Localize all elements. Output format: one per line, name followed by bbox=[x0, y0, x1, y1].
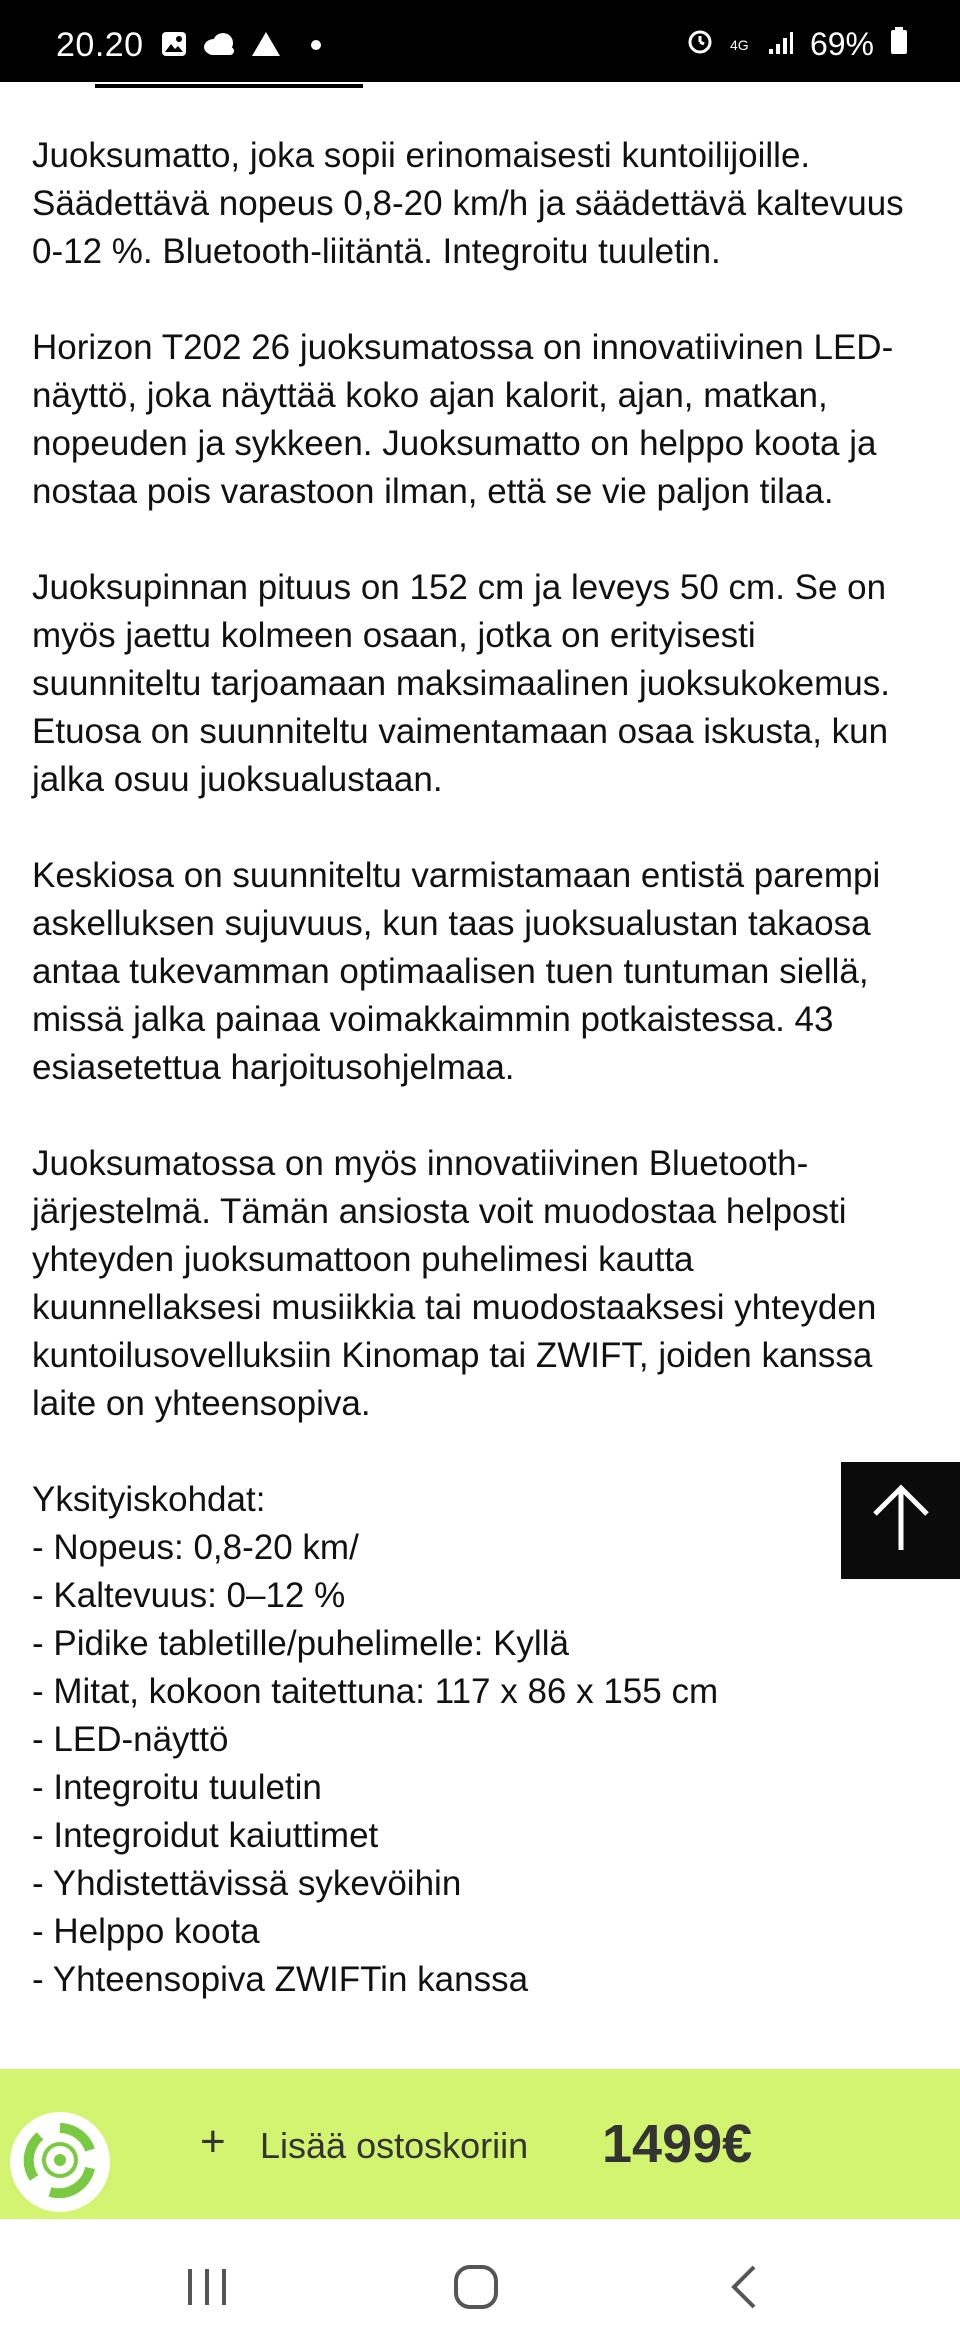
status-bar bbox=[0, 0, 960, 82]
back-icon[interactable] bbox=[728, 2263, 758, 2316]
details-item: - Mitat, kokoon taitettuna: 117 x 86 x 155 cm bbox=[32, 1672, 719, 1711]
alarm-icon bbox=[686, 26, 714, 63]
details-item: - Kaltevuus: 0–12 % bbox=[32, 1576, 346, 1615]
details-item: - Pidike tabletille/puhelimelle: Kyllä bbox=[32, 1624, 569, 1663]
description-paragraph: Juoksupinnan pituus on 152 cm ja leveys 50 cm. Se on myös jaettu kolmeen osaan, jotka on erityisesti suunniteltu tarjoamaan maksimaalinen juoksukokemus. Etuosa on suunniteltu vaimentamaan osaa iskusta, kun jalka osuu juoksualustaan. bbox=[32, 568, 890, 799]
gallery-icon bbox=[160, 30, 188, 63]
dot-icon bbox=[310, 38, 322, 56]
system-nav-bar bbox=[0, 2219, 960, 2347]
arrow-up-icon bbox=[869, 1482, 933, 1559]
network-4g-icon bbox=[730, 38, 752, 52]
recents-icon[interactable] bbox=[186, 2267, 228, 2312]
product-description bbox=[32, 132, 932, 2004]
plus-icon: + bbox=[200, 2117, 226, 2166]
status-time: 20.20 bbox=[56, 26, 144, 64]
add-to-cart-button[interactable]: Lisää ostoskoriin bbox=[260, 2125, 529, 2166]
cloud-icon bbox=[202, 32, 236, 61]
status-left-icons bbox=[160, 30, 322, 63]
description-paragraph: Juoksumatto, joka sopii erinomaisesti kuntoilijoille. Säädettävä nopeus 0,8-20 km/h ja säädettävä kaltevuus 0-12 %. Bluetooth-liitäntä. Integroitu tuuletin. bbox=[32, 136, 904, 271]
description-paragraph: Horizon T202 26 juoksumatossa on innovatiivinen LED-näyttö, joka näyttää koko ajan kalorit, ajan, matkan, nopeuden ja sykkeen. Juoksumatto on helppo koota ja nostaa pois varastoon ilman, että se vie paljon tilaa. bbox=[32, 328, 894, 511]
details-item: - Yhdistettävissä sykevöihin bbox=[32, 1864, 462, 1903]
description-paragraph: Juoksumatossa on myös innovatiivinen Bluetooth-järjestelmä. Tämän ansiosta voit muodostaa helposti yhteyden juoksumattoon puhelimesi kautta kuunnellaksesi musiikkia tai muodostaaksesi yhteyden kuntoilusovelluksiin Kinomap tai ZWIFT, joiden kanssa laite on yhteensopiva. bbox=[32, 1144, 877, 1423]
details-item: - Integroitu tuuletin bbox=[32, 1768, 322, 1807]
recycle-logo-icon bbox=[20, 2120, 100, 2205]
home-icon[interactable] bbox=[452, 2263, 500, 2316]
scroll-to-top-button[interactable] bbox=[841, 1462, 960, 1579]
triangle-icon bbox=[250, 30, 282, 63]
details-item: - Yhteensopiva ZWIFTin kanssa bbox=[32, 1960, 529, 1999]
description-paragraph: Keskiosa on suunniteltu varmistamaan entistä parempi askelluksen sujuvuus, kun taas juoksualustan takaosa antaa tukevamman optimaalisen tuen tuntuman siellä, missä jalka painaa voimakkaimmin potkaistessa. 43 esiasetettua harjoitusohjelmaa. bbox=[32, 856, 881, 1087]
battery-icon bbox=[890, 26, 908, 63]
details-item: - Helppo koota bbox=[32, 1912, 260, 1951]
status-right bbox=[686, 26, 908, 63]
price: 1499€ bbox=[602, 2114, 753, 2174]
battery-percent: 69% bbox=[809, 26, 874, 62]
details-item: - Integroidut kaiuttimet bbox=[32, 1816, 379, 1855]
network-label: 4G bbox=[729, 36, 749, 53]
add-to-cart-bar[interactable] bbox=[0, 2069, 960, 2219]
details-list bbox=[32, 1524, 932, 2004]
details-item: - LED-näyttö bbox=[32, 1720, 229, 1759]
signal-icon bbox=[768, 26, 794, 63]
details-item: - Nopeus: 0,8-20 km/ bbox=[32, 1528, 359, 1567]
tab-indicator bbox=[95, 84, 363, 88]
details-title: Yksityiskohdat: bbox=[32, 1480, 266, 1519]
chat-logo-button[interactable] bbox=[10, 2112, 110, 2212]
